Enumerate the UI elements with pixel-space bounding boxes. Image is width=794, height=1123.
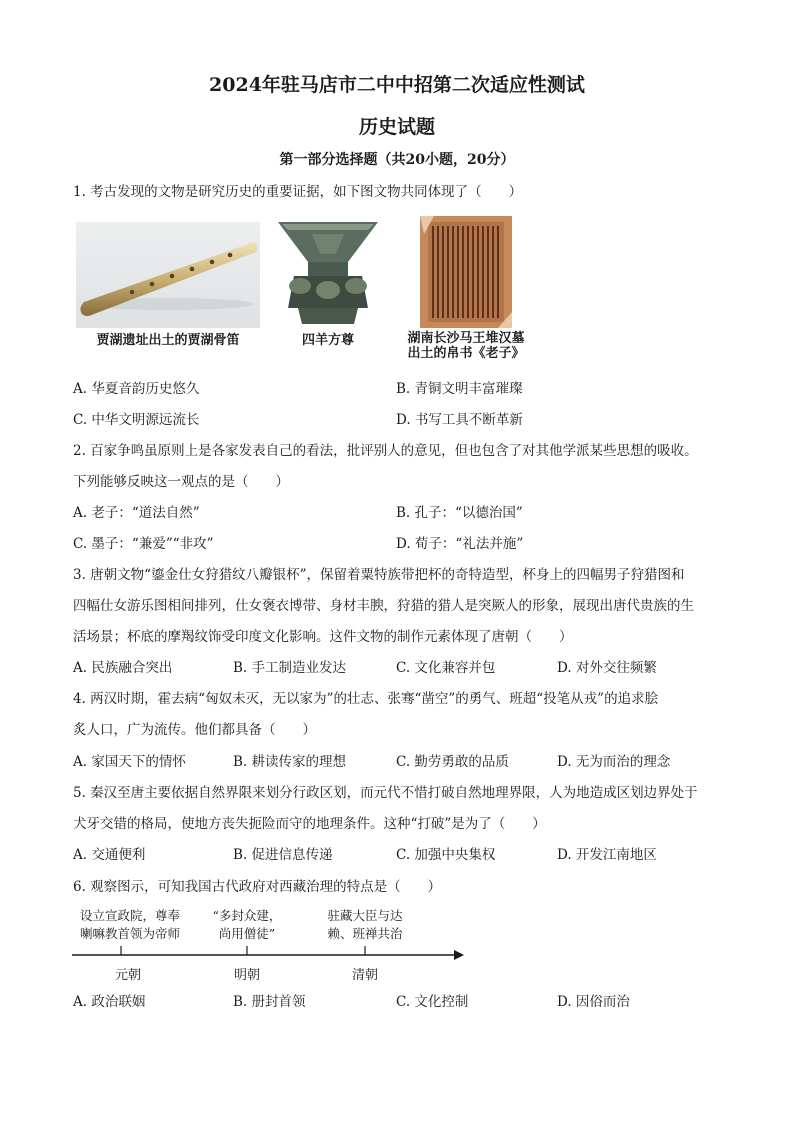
silk-manuscript-image	[420, 216, 512, 328]
q4-option-a[interactable]: A. 家国天下的情怀	[73, 754, 186, 770]
q3-option-b[interactable]: B. 手工制造业发达	[233, 660, 347, 676]
q2-stem-line1: 2. 百家争鸣虽原则上是各家发表自己的看法，批评别人的意见，但也包含了对其他学派某些思想的吸收。	[73, 443, 698, 459]
timeline-label-yuan-2: 喇嘛教首领为帝师	[79, 926, 180, 941]
q1-option-d[interactable]: D. 书写工具不断革新	[396, 412, 523, 428]
q1-option-a[interactable]: A. 华夏音韵历史悠久	[73, 381, 200, 397]
q1-caption-1: 贾湖遗址出土的贾湖骨笛	[96, 333, 240, 348]
q4-stem-line2: 炙人口，广为流传。他们都具备（ ）	[73, 722, 316, 738]
q5-stem-line1: 5. 秦汉至唐主要依据自然界限来划分行政区划，而元代不惜打破自然地理界限，人为地造成区划边界处于	[73, 785, 698, 801]
timeline-axis	[70, 944, 470, 966]
q4-option-d[interactable]: D. 无为而治的理念	[557, 754, 671, 770]
timeline-label-qing-2: 赖、班禅共治	[327, 926, 403, 941]
subject-title: 历史试题	[358, 116, 435, 138]
q4-option-c[interactable]: C. 勤劳勇敢的品质	[396, 754, 509, 770]
q3-option-a[interactable]: A. 民族融合突出	[73, 660, 173, 676]
section-heading: 第一部分选择题（共20小题，20分）	[279, 152, 515, 168]
q3-option-d[interactable]: D. 对外交往频繁	[557, 660, 657, 676]
q5-option-a[interactable]: A. 交通便利	[73, 847, 146, 863]
timeline-label-ming-2: 尚用僧徒”	[218, 926, 276, 941]
q6-option-b[interactable]: B. 册封首领	[233, 994, 306, 1010]
q1-caption-2: 四羊方尊	[301, 333, 354, 348]
timeline-era-qing: 清朝	[351, 968, 378, 983]
q2-stem-line2: 下列能够反映这一观点的是（ ）	[73, 474, 289, 490]
exam-title: 2024年驻马店市二中中招第二次适应性测试	[209, 74, 585, 96]
q5-option-c[interactable]: C. 加强中央集权	[396, 847, 496, 863]
q2-option-a[interactable]: A. 老子：“道法自然”	[73, 505, 200, 521]
q4-option-b[interactable]: B. 耕读传家的理想	[233, 754, 347, 770]
q3-option-c[interactable]: C. 文化兼容并包	[396, 660, 496, 676]
q1-caption-3-line2: 出土的帛书《老子》	[407, 346, 525, 361]
q3-stem-line1: 3. 唐朝文物“鎏金仕女狩猎纹八瓣银杯”，保留着粟特族带把杯的奇特造型，杯身上的四幅男子狩猎图和	[73, 567, 685, 583]
q6-option-a[interactable]: A. 政治联姻	[73, 994, 146, 1010]
q1-caption-3-line1: 湖南长沙马王堆汉墓	[407, 331, 525, 346]
q5-option-d[interactable]: D. 开发江南地区	[557, 847, 657, 863]
q3-stem-line3: 活场景；杯底的摩羯纹饰受印度文化影响。这件文物的制作元素体现了唐朝（ ）	[73, 629, 573, 645]
timeline-era-yuan: 元朝	[114, 968, 141, 983]
q1-stem: 1. 考古发现的文物是研究历史的重要证据，如下图文物共同体现了（ ）	[73, 184, 523, 200]
timeline-label-ming-1: “多封众建，	[212, 908, 282, 923]
q5-stem-line2: 犬牙交错的格局，使地方丧失扼险而守的地理条件。这种“打破”是为了（ ）	[73, 816, 546, 832]
q3-stem-line2: 四幅仕女游乐图相间排列，仕女褒衣博带、身材丰腴，狩猎的猎人是突厥人的形象，展现出唐代贵族的生	[73, 598, 694, 614]
q1-option-b[interactable]: B. 青铜文明丰富璀璨	[396, 381, 523, 397]
q2-option-b[interactable]: B. 孔子：“以德治国”	[396, 505, 523, 521]
q6-option-c[interactable]: C. 文化控制	[396, 994, 469, 1010]
timeline-label-qing-1: 驻藏大臣与达	[327, 908, 403, 923]
bone-flute-image	[76, 222, 260, 328]
q5-option-b[interactable]: B. 促进信息传递	[233, 847, 333, 863]
q2-option-c[interactable]: C. 墨子：“兼爱”“非攻”	[73, 536, 214, 552]
q4-stem-line1: 4. 两汉时期，霍去病“匈奴未灭，无以家为”的壮志、张骞“凿空”的勇气、班超“投笔从戎”的追求脍	[73, 691, 659, 707]
q6-option-d[interactable]: D. 因俗而治	[557, 994, 630, 1010]
q6-stem: 6. 观察图示，可知我国古代政府对西藏治理的特点是（ ）	[73, 879, 442, 895]
q1-option-c[interactable]: C. 中华文明源远流长	[73, 412, 200, 428]
four-ram-zun-image	[276, 218, 380, 328]
timeline-label-yuan-1: 设立宣政院，尊奉	[79, 908, 180, 923]
q2-option-d[interactable]: D. 荀子：“礼法并施”	[396, 536, 524, 552]
timeline-era-ming: 明朝	[233, 968, 260, 983]
